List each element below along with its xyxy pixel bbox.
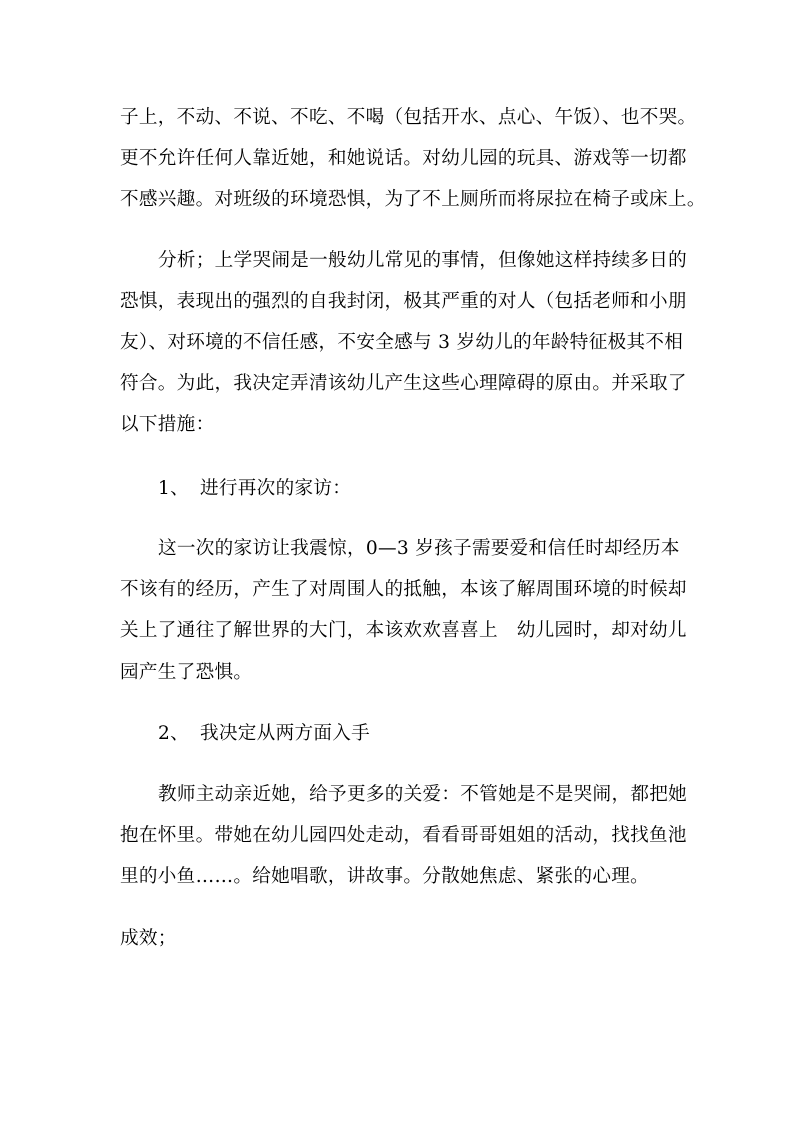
results-label: 成效； [120, 928, 177, 949]
visit-line-1: 这一次的家访让我震惊，0—3 岁孩子需要爱和信任时却经历本 [158, 538, 680, 559]
visit-line-4: 园产生了恐惧。 [120, 662, 253, 683]
teacher-line-2: 抱在怀里。带她在幼儿园四处走动，看看哥哥姐姐的活动，找找鱼池 [120, 825, 687, 846]
intro-line-1: 子上，不动、不说、不吃、不喝（包括开水、点心、午饭）、也不哭。 [120, 107, 697, 128]
analysis-line-4: 符合。为此，我决定弄清该幼儿产生这些心理障碍的原由。并采取了 [120, 373, 687, 394]
list-item-1-heading: 进行再次的家访： [200, 478, 352, 499]
intro-line-2: 更不允许任何人靠近她，和她说话。对幼儿园的玩具、游戏等一切都 [120, 148, 687, 169]
intro-line-3: 不感兴趣。对班级的环境恐惧，为了不上厕所而将尿拉在椅子或床上。 [120, 189, 706, 210]
visit-line-3: 关上了通往了解世界的大门，本该欢欢喜喜上 幼儿园时，却对幼儿 [120, 620, 687, 641]
list-item-1 [158, 477, 718, 501]
visit-line-2: 不该有的经历，产生了对周围人的抵触，本该了解周围环境的时候却 [120, 579, 687, 600]
analysis-line-2: 恐惧，表现出的强烈的自我封闭，极其严重的对人（包括老师和小朋 [120, 291, 687, 312]
list-item-2-number: 2、 [158, 723, 190, 744]
analysis-line-5: 以下措施： [120, 414, 215, 435]
list-item-1-number: 1、 [158, 478, 190, 499]
analysis-line-3: 友）、对环境的不信任感，不安全感与 3 岁幼儿的年龄特征极其不相 [120, 332, 684, 353]
list-item-2 [158, 722, 718, 746]
list-item-2-heading: 我决定从两方面入手 [200, 723, 371, 744]
teacher-line-1: 教师主动亲近她，给予更多的关爱：不管她是不是哭闹，都把她 [158, 784, 688, 805]
teacher-line-3: 里的小鱼……。给她唱歌，讲故事。分散她焦虑、紧张的心理。 [120, 866, 650, 887]
analysis-line-1: 分析；上学哭闹是一般幼儿常见的事情，但像她这样持续多日的 [158, 250, 688, 271]
